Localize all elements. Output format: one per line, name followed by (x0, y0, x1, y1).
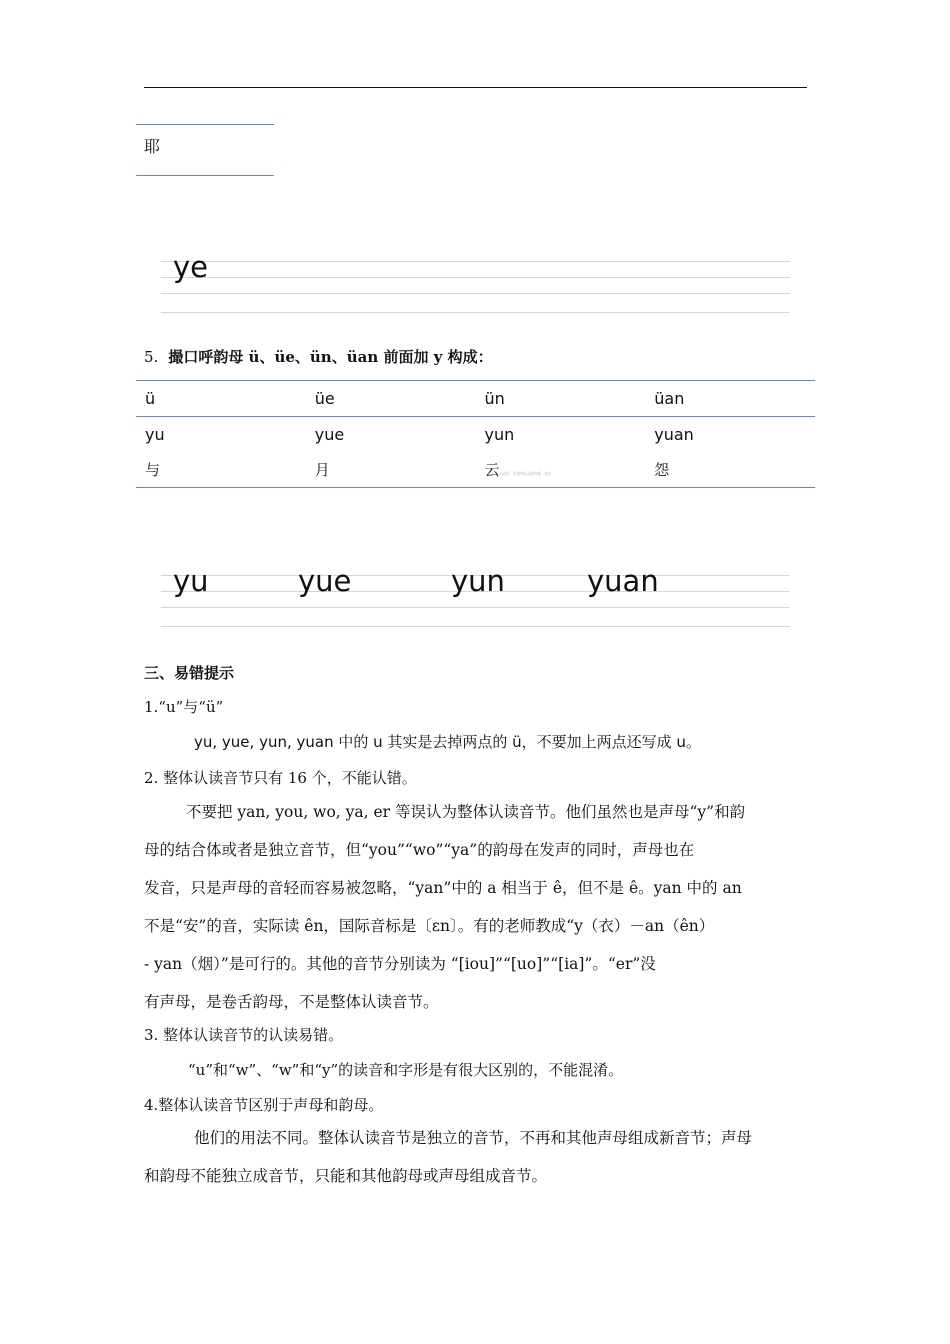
heading-5 (144, 346, 493, 367)
table-cell: yu (145, 425, 165, 444)
ye-char: 耶 (144, 137, 161, 156)
para-line: 不要把 yan, you, wo, ya, er 等误认为整体认读音节。他们虽然也是声母“y”和韵 (186, 803, 746, 821)
item2-paragraph (144, 793, 808, 1021)
item1-body: yu, yue, yun, yuan 中的 u 其实是去掉两点的 ü，不要加上两点还写成 u。 (194, 733, 701, 751)
writing-lines-yu (161, 564, 790, 627)
section-title: 三、易错提示 (144, 664, 235, 682)
para-line: 母的结合体或者是独立音节，但“you”“wo”“ya”的韵母在发声的同时，声母也在 (144, 841, 695, 859)
pinyin-yun: yun (451, 564, 505, 598)
pinyin-yuan: yuan (587, 564, 659, 598)
ye-pinyin: ye (173, 250, 209, 284)
heading-5-text: 撮口呼韵母 ü、üe、ün、üan 前面加 y 构成： (168, 348, 493, 366)
item1-title: 1.“u”与“ü” (144, 698, 224, 716)
pinyin-yu: yu (173, 564, 209, 598)
item2-title: 2. 整体认读音节只有 16 个，不能认错。 (144, 769, 417, 787)
syllable-table (136, 380, 815, 488)
para-line: 和韵母不能独立成音节，只能和其他韵母或声母组成音节。 (144, 1167, 548, 1185)
table-row (136, 381, 815, 417)
item3-title: 3. 整体认读音节的认读易错。 (144, 1026, 344, 1044)
table-cell: yun (484, 425, 515, 444)
table-cell: 与 (136, 452, 306, 488)
header-rule (144, 87, 807, 88)
char-yun: 云 (484, 461, 500, 479)
table-cell: 怨 (645, 452, 815, 488)
para-line: 有声母，是卷舌韵母，不是整体认读音节。 (144, 993, 439, 1011)
writing-lines-ye (161, 250, 790, 313)
para-line: 不是“安”的音，实际读 ên，国际音标是〔εn〕。有的老师教成“y（衣）－an（ên） (144, 917, 715, 935)
table-cell (476, 452, 646, 488)
para-line: 发音，只是声母的音轻而容易被忽略，“yan”中的 a 相当于 ê，但不是 ê。yan 中的 an (144, 879, 742, 897)
table-row (136, 452, 815, 488)
table-row (136, 417, 815, 453)
item4-title: 4.整体认读音节区别于声母和韵母。 (144, 1096, 384, 1114)
item3-body: “u”和“w”、“w”和“y”的读音和字形是有很大区别的，不能混淆。 (188, 1061, 624, 1079)
para-line: - yan（烟）”是可行的。其他的音节分别读为 “[iou]”“[uo]”“[ia]”。“er”没 (144, 955, 656, 973)
tiny-note: (词语：形容如云似的雾一般) (499, 471, 551, 476)
heading-5-number: 5. (144, 348, 159, 366)
table-header-cell: üan (645, 381, 815, 417)
table-cell: yue (314, 425, 345, 444)
item4-paragraph (144, 1119, 808, 1195)
table-header-cell: üe (306, 381, 476, 417)
pinyin-yue: yue (298, 564, 352, 598)
table-cell: 月 (306, 452, 476, 488)
table-header-cell: ün (476, 381, 646, 417)
table-header-cell: ü (136, 381, 306, 417)
para-line: 他们的用法不同。整体认读音节是独立的音节，不再和其他声母组成新音节；声母 (194, 1129, 753, 1147)
table-cell: yuan (654, 425, 694, 444)
